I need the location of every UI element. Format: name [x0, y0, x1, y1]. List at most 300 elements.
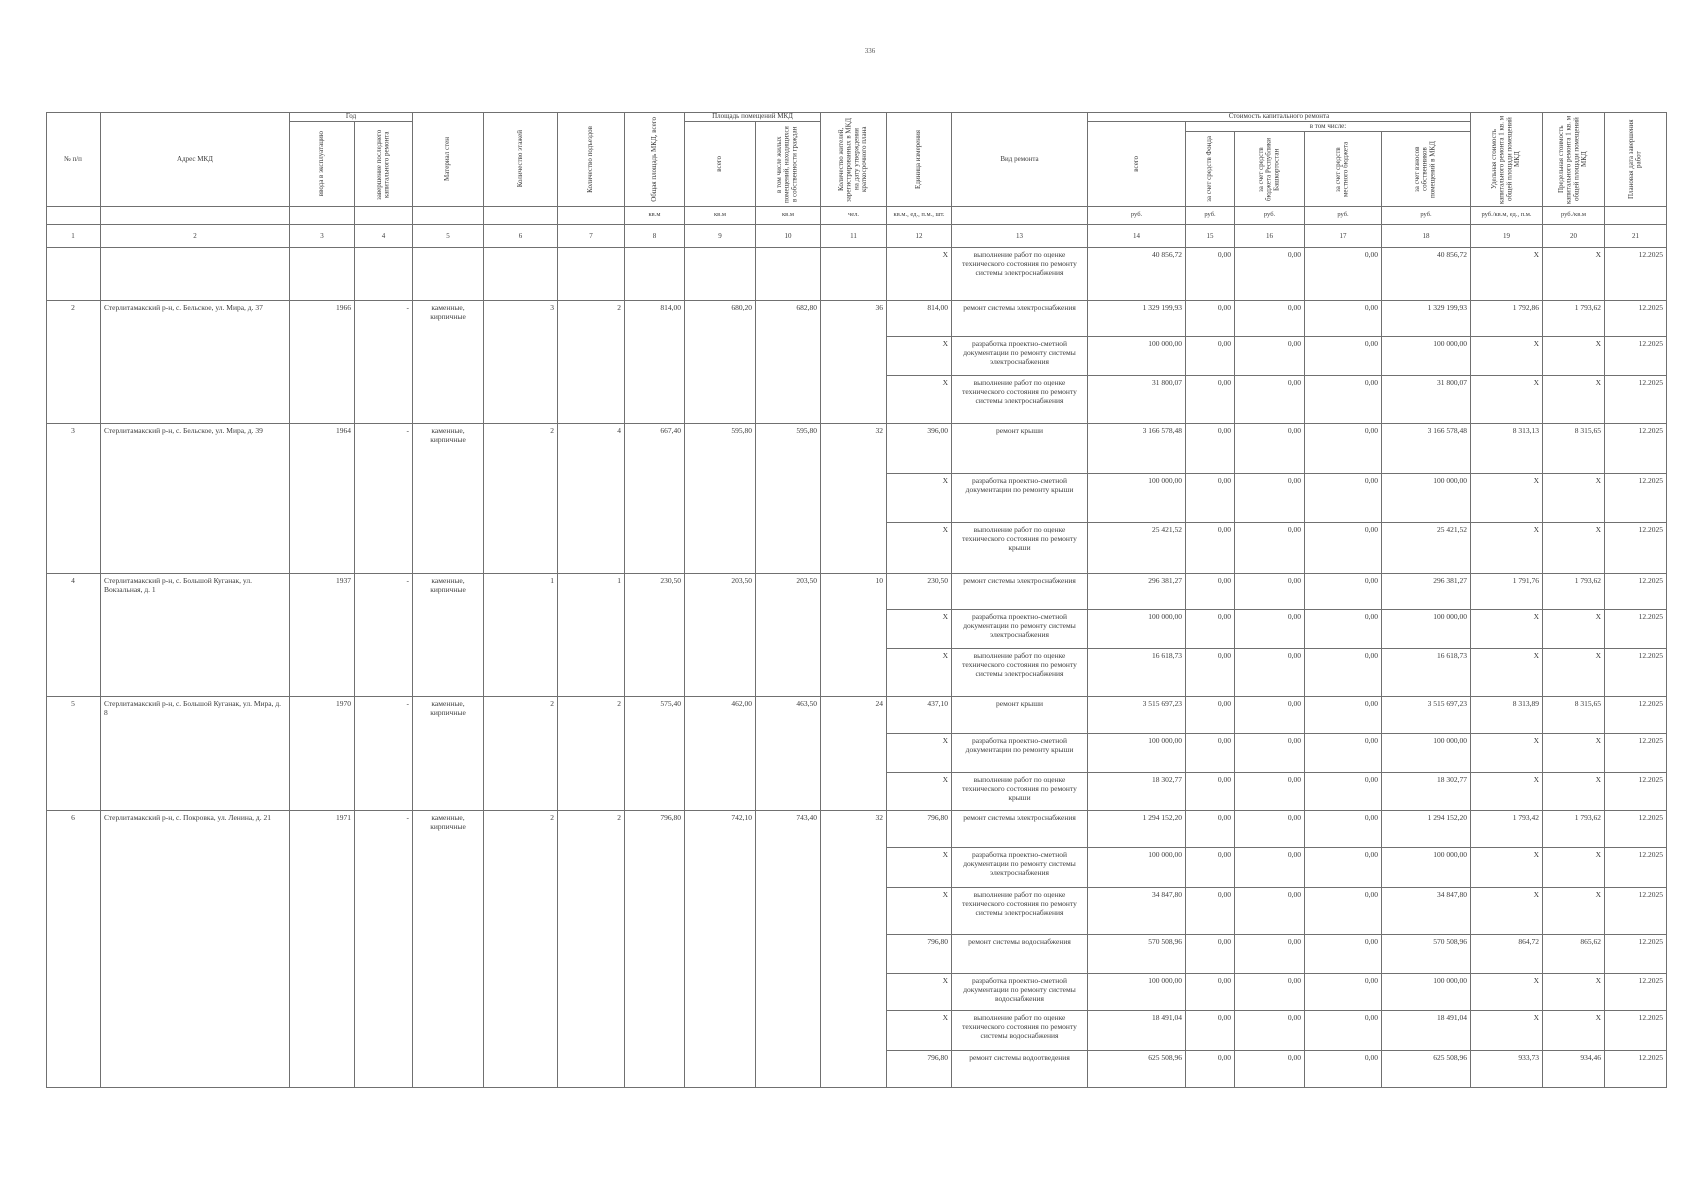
cost-local-budget-unit — [1305, 207, 1382, 225]
entrances-cell — [558, 301, 625, 424]
floors-cell-text: 3 — [550, 303, 554, 312]
unit-cost-cell-text: X — [1533, 775, 1539, 784]
cost-fund-cell — [1186, 974, 1235, 1011]
completion-date-cell-text: 12.2025 — [1638, 890, 1663, 899]
cost-republic-budget-cell-text: 0,00 — [1287, 476, 1301, 485]
cost-local-budget-header — [1305, 132, 1382, 207]
residential-area-cell-text: 203,50 — [796, 576, 817, 585]
unit-cost-cell-text: X — [1533, 976, 1539, 985]
residents-cell — [821, 301, 887, 424]
wall-material-cell-text: каменные, кирпичные — [430, 813, 466, 831]
residential-area-header-text: в том числе жилых помещений, находящихся в собственности граждан — [775, 125, 799, 203]
cost-owners-unit — [1382, 207, 1471, 225]
cost-fund-cell — [1186, 523, 1235, 574]
completion-date-cell-text: 12.2025 — [1638, 476, 1663, 485]
repair-type-cell — [952, 610, 1088, 649]
cost-owners-cell-text: 31 800,07 — [1437, 378, 1467, 387]
repair-type-unit — [952, 207, 1088, 225]
cost-total-cell — [1088, 773, 1186, 811]
entrances-cell — [558, 697, 625, 811]
repair-type-cell-text: выполнение работ по оценке технического состояния по ремонту крыши — [962, 775, 1077, 802]
cost-owners-cell — [1382, 1051, 1471, 1088]
residential-area-header — [756, 122, 821, 207]
completion-date-column-number-text: 21 — [1632, 231, 1639, 240]
unit-of-measure-cell-text: 396,00 — [927, 426, 948, 435]
limit-unit-cost-cell — [1543, 610, 1605, 649]
cost-local-budget-cell — [1305, 974, 1382, 1011]
cost-total-cell-text: 16 618,73 — [1152, 651, 1182, 660]
unit-of-measure-cell — [887, 974, 952, 1011]
cost-republic-budget-cell-text: 0,00 — [1287, 850, 1301, 859]
residential-area-column-number-text: 10 — [784, 231, 792, 240]
repair-type-cell-text: разработка проектно-сметной документации по ремонту крыши — [965, 476, 1074, 494]
cost-fund-column-number-text: 15 — [1206, 231, 1214, 240]
cost-local-budget-cell — [1305, 888, 1382, 935]
cost-local-budget-cell — [1305, 574, 1382, 610]
unit-of-measure-cell — [887, 574, 952, 610]
year-group-header-text: Год — [345, 112, 357, 120]
row-number-column-number-text: 1 — [71, 231, 75, 240]
address-header — [101, 112, 290, 207]
repair-type-cell-text: разработка проектно-сметной документации по ремонту системы водоснабжения — [963, 976, 1076, 1003]
limit-unit-cost-cell — [1543, 248, 1605, 301]
cost-republic-budget-cell — [1235, 424, 1305, 474]
cost-local-budget-cell-text: 0,00 — [1364, 525, 1378, 534]
unit-cost-cell — [1471, 734, 1543, 773]
year-last-repair-column-number — [355, 225, 413, 248]
cost-owners-cell — [1382, 523, 1471, 574]
residents-cell-text: 24 — [875, 699, 883, 708]
repair-type-cell — [952, 248, 1088, 301]
completion-date-cell-text: 12.2025 — [1638, 736, 1663, 745]
cost-total-cell-text: 25 421,52 — [1152, 525, 1182, 534]
floors-header-text: Количество этажей — [515, 130, 524, 188]
cost-republic-budget-cell-text: 0,00 — [1287, 1053, 1301, 1062]
unit-of-measure-cell — [887, 1051, 952, 1088]
year-last-repair-header-text: завершение последнего капитального ремонта — [374, 128, 391, 200]
cost-republic-budget-cell-text: 0,00 — [1287, 250, 1301, 259]
wall-material-cell — [413, 697, 484, 811]
cost-owners-cell — [1382, 376, 1471, 424]
cost-owners-column-number — [1382, 225, 1471, 248]
repair-type-cell-text: выполнение работ по оценке технического состояния по ремонту системы электроснабжения — [962, 378, 1077, 405]
wall-material-cell-text: каменные, кирпичные — [430, 303, 466, 321]
cost-fund-cell-text: 0,00 — [1217, 736, 1231, 745]
cost-fund-cell-text: 0,00 — [1217, 976, 1231, 985]
cost-republic-budget-cell — [1235, 888, 1305, 935]
premises-area-column-number — [685, 225, 756, 248]
floors-column-number — [484, 225, 558, 248]
residential-area-cell-text: 595,80 — [796, 426, 817, 435]
entrances-cell-text: 4 — [617, 426, 621, 435]
wall-material-cell — [413, 301, 484, 424]
unit-of-measure-cell-text: X — [942, 339, 948, 348]
cost-total-cell — [1088, 974, 1186, 1011]
limit-unit-cost-cell — [1543, 376, 1605, 424]
cost-total-cell — [1088, 523, 1186, 574]
cost-fund-cell — [1186, 773, 1235, 811]
total-area-cell — [625, 811, 685, 1088]
unit-cost-cell — [1471, 888, 1543, 935]
repair-type-cell-text: ремонт системы электроснабжения — [963, 813, 1076, 822]
cost-owners-cell — [1382, 888, 1471, 935]
cost-fund-cell — [1186, 337, 1235, 376]
premises-area-cell — [685, 248, 756, 301]
unit-of-measure-cell-text: X — [942, 250, 948, 259]
cost-local-budget-header-text: за счет средств местного бюджета — [1334, 141, 1350, 197]
unit-cost-cell — [1471, 1051, 1543, 1088]
cost-local-budget-cell-text: 0,00 — [1364, 890, 1378, 899]
cost-local-budget-cell — [1305, 773, 1382, 811]
completion-date-cell — [1605, 248, 1667, 301]
area-group-header — [685, 112, 821, 122]
cost-owners-cell — [1382, 649, 1471, 697]
unit-cost-cell-text: X — [1533, 378, 1539, 387]
cost-republic-budget-cell — [1235, 301, 1305, 337]
limit-unit-cost-cell — [1543, 888, 1605, 935]
unit-cost-cell — [1471, 811, 1543, 848]
cost-fund-cell-text: 0,00 — [1217, 1013, 1231, 1022]
completion-date-cell — [1605, 523, 1667, 574]
completion-date-cell-text: 12.2025 — [1638, 813, 1663, 822]
cost-fund-cell — [1186, 888, 1235, 935]
cost-owners-cell — [1382, 974, 1471, 1011]
repair-type-cell — [952, 935, 1088, 974]
cost-total-cell-text: 100 000,00 — [1148, 476, 1182, 485]
residential-area-cell-text: 682,80 — [796, 303, 817, 312]
wall-material-unit — [413, 207, 484, 225]
limit-unit-cost-column-number — [1543, 225, 1605, 248]
unit-cost-cell-text: X — [1533, 850, 1539, 859]
row-number-cell-text: 4 — [71, 576, 75, 585]
cost-fund-cell-text: 0,00 — [1217, 651, 1231, 660]
cost-total-cell — [1088, 649, 1186, 697]
cost-fund-cell-text: 0,00 — [1217, 775, 1231, 784]
completion-date-cell — [1605, 697, 1667, 734]
year-last-repair-cell — [355, 811, 413, 1088]
cost-owners-cell-text: 570 508,96 — [1433, 937, 1467, 946]
unit-cost-unit — [1471, 207, 1543, 225]
cost-fund-cell-text: 0,00 — [1217, 1053, 1231, 1062]
unit-of-measure-cell — [887, 773, 952, 811]
unit-of-measure-cell-text: 437,10 — [927, 699, 948, 708]
unit-cost-cell-text: 8 313,89 — [1512, 699, 1539, 708]
total-area-cell-text: 796,80 — [660, 813, 681, 822]
limit-unit-cost-cell-text: X — [1595, 525, 1601, 534]
repair-type-cell — [952, 337, 1088, 376]
year-last-repair-cell-text: - — [406, 576, 409, 585]
completion-date-column-number — [1605, 225, 1667, 248]
unit-of-measure-cell — [887, 474, 952, 523]
cost-local-budget-cell-text: 0,00 — [1364, 250, 1378, 259]
cost-local-budget-cell-text: 0,00 — [1364, 775, 1378, 784]
wall-material-cell-text: каменные, кирпичные — [430, 576, 466, 594]
repair-type-cell — [952, 773, 1088, 811]
limit-unit-cost-cell-text: X — [1595, 1013, 1601, 1022]
row-number-cell — [46, 574, 101, 697]
repair-type-cell-text: разработка проектно-сметной документации по ремонту системы электроснабжения — [963, 612, 1076, 639]
cost-owners-cell-text: 100 000,00 — [1433, 339, 1467, 348]
cost-owners-cell-text: 100 000,00 — [1433, 612, 1467, 621]
cost-total-cell — [1088, 337, 1186, 376]
unit-of-measure-cell-text: X — [942, 525, 948, 534]
unit-of-measure-cell-text: 796,80 — [927, 1053, 948, 1062]
unit-cost-cell-text: 933,73 — [1518, 1053, 1539, 1062]
cost-total-cell-text: 31 800,07 — [1152, 378, 1182, 387]
cost-breakdown-header-text: в том числе: — [1309, 122, 1347, 130]
year-commissioned-unit — [290, 207, 355, 225]
premises-area-cell-text: 680,20 — [731, 303, 752, 312]
cost-fund-cell — [1186, 424, 1235, 474]
cost-fund-column-number — [1186, 225, 1235, 248]
cost-republic-budget-cell-text: 0,00 — [1287, 813, 1301, 822]
cost-fund-cell — [1186, 474, 1235, 523]
address-cell — [101, 248, 290, 301]
cost-republic-budget-cell-text: 0,00 — [1287, 303, 1301, 312]
row-number-column-number — [46, 225, 101, 248]
completion-date-cell — [1605, 301, 1667, 337]
completion-date-cell-text: 12.2025 — [1638, 303, 1663, 312]
cost-breakdown-header — [1186, 122, 1471, 132]
address-column-number — [101, 225, 290, 248]
residents-cell — [821, 248, 887, 301]
floors-header — [484, 112, 558, 207]
wall-material-cell — [413, 424, 484, 574]
cost-republic-budget-cell — [1235, 337, 1305, 376]
year-commissioned-column-number-text: 3 — [320, 231, 324, 240]
address-cell-text: Стерлитамакский р-н, с. Большой Куганак, ул. Мира, д. 8 — [104, 699, 282, 717]
repair-type-cell-text: ремонт крыши — [996, 426, 1043, 435]
unit-cost-cell — [1471, 474, 1543, 523]
cost-total-cell-text: 18 302,77 — [1152, 775, 1182, 784]
entrances-cell — [558, 811, 625, 1088]
limit-unit-cost-cell-text: X — [1595, 850, 1601, 859]
residents-cell — [821, 811, 887, 1088]
limit-unit-cost-column-number-text: 20 — [1570, 231, 1577, 240]
cost-republic-budget-cell — [1235, 474, 1305, 523]
limit-unit-cost-cell — [1543, 974, 1605, 1011]
residential-area-unit — [756, 207, 821, 225]
unit-of-measure-cell — [887, 811, 952, 848]
unit-of-measure-cell-text: 814,00 — [927, 303, 948, 312]
cost-owners-cell-text: 3 166 578,48 — [1427, 426, 1467, 435]
cost-republic-budget-column-number-text: 16 — [1266, 231, 1273, 240]
entrances-column-number — [558, 225, 625, 248]
cost-republic-budget-cell-text: 0,00 — [1287, 976, 1301, 985]
address-cell-text: Стерлитамакский р-н, с. Большой Куганак, ул. Вокзальная, д. 1 — [104, 576, 252, 594]
limit-unit-cost-cell — [1543, 574, 1605, 610]
limit-unit-cost-cell — [1543, 848, 1605, 888]
cost-total-unit — [1088, 207, 1186, 225]
residential-area-cell — [756, 424, 821, 574]
cost-group-header — [1088, 112, 1471, 122]
cost-republic-budget-cell-text: 0,00 — [1287, 890, 1301, 899]
cost-republic-budget-cell — [1235, 610, 1305, 649]
limit-unit-cost-cell-text: 865,62 — [1580, 937, 1601, 946]
total-area-header — [625, 112, 685, 207]
floors-cell — [484, 811, 558, 1088]
cost-fund-cell-text: 0,00 — [1217, 426, 1231, 435]
repair-type-cell — [952, 848, 1088, 888]
cost-fund-cell — [1186, 301, 1235, 337]
row-number-header-text: № п/п — [64, 154, 82, 163]
residential-area-cell-text: 743,40 — [796, 813, 817, 822]
cost-owners-cell — [1382, 848, 1471, 888]
limit-unit-cost-cell-text: 8 315,65 — [1574, 699, 1601, 708]
limit-unit-cost-cell-text: X — [1595, 378, 1601, 387]
unit-cost-header — [1471, 112, 1543, 207]
total-area-cell-text: 575,40 — [660, 699, 681, 708]
unit-of-measure-cell-text: X — [942, 1013, 948, 1022]
unit-cost-cell — [1471, 610, 1543, 649]
year-last-repair-cell-text: - — [406, 426, 409, 435]
cost-fund-cell — [1186, 248, 1235, 301]
cost-owners-column-number-text: 18 — [1422, 231, 1430, 240]
residents-unit — [821, 207, 887, 225]
cost-total-cell — [1088, 301, 1186, 337]
unit-of-measure-unit — [887, 207, 952, 225]
repair-type-cell — [952, 811, 1088, 848]
repair-type-cell-text: ремонт крыши — [996, 699, 1043, 708]
entrances-header-text: Количество подъездов — [586, 125, 595, 193]
year-last-repair-cell — [355, 301, 413, 424]
year-last-repair-cell — [355, 697, 413, 811]
cost-fund-cell — [1186, 610, 1235, 649]
cost-fund-cell — [1186, 376, 1235, 424]
unit-of-measure-cell-text: 796,80 — [927, 813, 948, 822]
repair-type-cell — [952, 734, 1088, 773]
cost-owners-cell — [1382, 301, 1471, 337]
cost-total-cell — [1088, 248, 1186, 301]
cost-local-budget-cell-text: 0,00 — [1364, 937, 1378, 946]
cost-owners-cell — [1382, 424, 1471, 474]
year-last-repair-cell — [355, 248, 413, 301]
total-area-column-number — [625, 225, 685, 248]
premises-area-cell — [685, 301, 756, 424]
entrances-cell-text: 2 — [617, 813, 621, 822]
address-cell — [101, 424, 290, 574]
premises-area-cell — [685, 424, 756, 574]
cost-republic-budget-unit-text: руб. — [1263, 211, 1276, 219]
limit-unit-cost-cell-text: X — [1595, 890, 1601, 899]
limit-unit-cost-unit — [1543, 207, 1605, 225]
unit-cost-cell-text: 1 793,42 — [1512, 813, 1539, 822]
completion-date-cell — [1605, 1011, 1667, 1051]
limit-unit-cost-cell-text: 1 793,62 — [1574, 576, 1601, 585]
repair-type-cell — [952, 424, 1088, 474]
cost-local-budget-cell — [1305, 697, 1382, 734]
cost-fund-cell-text: 0,00 — [1217, 339, 1231, 348]
year-commissioned-cell — [290, 424, 355, 574]
completion-date-cell-text: 12.2025 — [1638, 976, 1663, 985]
cost-republic-budget-cell-text: 0,00 — [1287, 426, 1301, 435]
year-commissioned-header — [290, 122, 355, 207]
unit-of-measure-cell — [887, 301, 952, 337]
year-commissioned-cell-text: 1964 — [336, 426, 351, 435]
premises-area-cell-text: 203,50 — [731, 576, 752, 585]
year-last-repair-cell-text: - — [406, 813, 409, 822]
limit-unit-cost-cell-text: X — [1595, 651, 1601, 660]
unit-cost-cell — [1471, 424, 1543, 474]
unit-cost-cell-text: X — [1533, 736, 1539, 745]
cost-owners-cell-text: 625 508,96 — [1433, 1053, 1467, 1062]
cost-republic-budget-cell — [1235, 935, 1305, 974]
completion-date-cell — [1605, 474, 1667, 523]
cost-fund-cell — [1186, 1011, 1235, 1051]
limit-unit-cost-cell — [1543, 811, 1605, 848]
cost-republic-budget-cell-text: 0,00 — [1287, 937, 1301, 946]
unit-cost-cell — [1471, 773, 1543, 811]
repair-type-cell-text: разработка проектно-сметной документации по ремонту системы электроснабжения — [963, 850, 1076, 877]
residents-header — [821, 112, 887, 207]
cost-owners-cell — [1382, 811, 1471, 848]
residents-unit-text: чел. — [847, 211, 860, 219]
wall-material-cell-text: каменные, кирпичные — [430, 699, 466, 717]
cost-local-budget-cell — [1305, 811, 1382, 848]
unit-cost-cell-text: X — [1533, 651, 1539, 660]
cost-fund-cell-text: 0,00 — [1217, 699, 1231, 708]
address-cell — [101, 574, 290, 697]
cost-local-budget-cell-text: 0,00 — [1364, 426, 1378, 435]
completion-date-cell-text: 12.2025 — [1638, 525, 1663, 534]
completion-date-cell-text: 12.2025 — [1638, 937, 1663, 946]
cost-local-budget-cell-text: 0,00 — [1364, 850, 1378, 859]
year-last-repair-cell-text: - — [406, 699, 409, 708]
cost-total-cell — [1088, 574, 1186, 610]
unit-cost-cell — [1471, 935, 1543, 974]
limit-unit-cost-cell-text: X — [1595, 612, 1601, 621]
residential-area-cell — [756, 248, 821, 301]
cost-fund-cell-text: 0,00 — [1217, 576, 1231, 585]
cost-fund-cell — [1186, 649, 1235, 697]
cost-total-column-number-text: 14 — [1133, 231, 1140, 240]
entrances-cell — [558, 248, 625, 301]
wall-material-column-number — [413, 225, 484, 248]
area-group-header-text: Площадь помещений МКД — [712, 112, 793, 120]
completion-date-cell-text: 12.2025 — [1638, 576, 1663, 585]
cost-total-cell-text: 34 847,80 — [1152, 890, 1182, 899]
cost-fund-header — [1186, 132, 1235, 207]
unit-cost-cell-text: X — [1533, 476, 1539, 485]
cost-owners-cell-text: 1 329 199,93 — [1427, 303, 1467, 312]
cost-owners-cell-text: 34 847,80 — [1437, 890, 1467, 899]
unit-of-measure-cell — [887, 697, 952, 734]
completion-date-cell — [1605, 974, 1667, 1011]
total-area-cell-text: 667,40 — [660, 426, 681, 435]
residents-cell — [821, 424, 887, 574]
cost-owners-header — [1382, 132, 1471, 207]
total-area-cell — [625, 301, 685, 424]
cost-local-budget-column-number-text: 17 — [1339, 231, 1347, 240]
completion-date-cell — [1605, 935, 1667, 974]
unit-of-measure-cell-text: X — [942, 775, 948, 784]
cost-fund-cell-text: 0,00 — [1217, 525, 1231, 534]
unit-cost-cell-text: 1 792,86 — [1512, 303, 1539, 312]
repair-type-cell — [952, 474, 1088, 523]
limit-unit-cost-cell-text: X — [1595, 736, 1601, 745]
unit-cost-cell — [1471, 337, 1543, 376]
cost-republic-budget-cell — [1235, 697, 1305, 734]
address-cell — [101, 811, 290, 1088]
cost-owners-cell — [1382, 734, 1471, 773]
cost-owners-cell-text: 100 000,00 — [1433, 850, 1467, 859]
row-number-cell — [46, 697, 101, 811]
limit-unit-cost-cell — [1543, 1051, 1605, 1088]
cost-local-budget-cell — [1305, 523, 1382, 574]
unit-of-measure-cell-text: 230,50 — [927, 576, 948, 585]
cost-total-cell — [1088, 734, 1186, 773]
limit-unit-cost-unit-text: руб./кв.м — [1560, 211, 1587, 219]
